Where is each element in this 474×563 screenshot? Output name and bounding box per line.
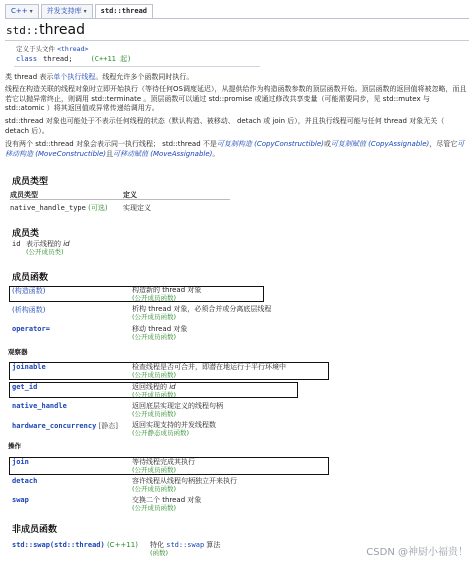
kind-label: (公开成员函数)	[132, 466, 177, 474]
id-class-desc	[26, 240, 70, 256]
desc-text: 返回线程的	[132, 383, 167, 391]
thread-of-execution-link[interactable]: 单个执行线程	[53, 73, 96, 81]
desc-text: 算法	[204, 541, 221, 549]
constructor-link[interactable]: (构造函数)	[12, 287, 46, 295]
declaration-divider	[14, 66, 260, 67]
highlight-box	[9, 457, 329, 475]
header-link[interactable]: <thread>	[57, 45, 89, 53]
chevron-down-icon: ▾	[29, 8, 33, 15]
highlight-box	[9, 382, 298, 398]
since-badge: (C++11 起)	[90, 55, 132, 63]
list-item	[8, 421, 468, 435]
desc-text: 容许线程从线程句柄独立开来执行	[132, 477, 237, 485]
highlight-box	[9, 286, 264, 302]
list-item	[8, 305, 468, 319]
desc-text: id	[169, 383, 176, 391]
table-row	[10, 203, 230, 213]
class-name: thread;	[43, 55, 73, 63]
list-item	[8, 496, 468, 510]
desc-text: 析构 thread 对象，必须合并或分离底层线程	[132, 305, 272, 313]
member-functions-heading: 成员函数	[12, 273, 49, 283]
std-swap-name	[12, 541, 138, 549]
title-name: thread	[39, 22, 86, 38]
operations-heading: 操作	[8, 442, 21, 450]
detach-desc	[132, 477, 237, 493]
title-namespace: std::	[6, 24, 40, 37]
col-definition: 定义	[123, 191, 137, 199]
since-badge: (C++11)	[106, 541, 138, 549]
hardware-concurrency-name	[12, 421, 118, 431]
desc-text: 检查线程是否可合并，即潜在地运行于平行环境中	[132, 363, 286, 371]
operator-assign-link[interactable]: operator=	[12, 325, 50, 333]
kind-label: (公开成员函数)	[132, 504, 177, 512]
highlight-box	[9, 362, 329, 380]
std-swap-algo-link[interactable]: std::swap	[166, 541, 205, 549]
intro-text: 。线程允许多个函数同时执行。	[95, 73, 194, 81]
destructor-link[interactable]: (析构函数)	[12, 306, 46, 314]
swap-desc	[132, 496, 201, 512]
header-line	[16, 44, 456, 53]
list-item	[8, 240, 468, 254]
desc-text: 表示线程的	[26, 240, 61, 248]
member-classes-heading: 成员类	[12, 229, 40, 239]
breadcrumb-item-concurrency[interactable]	[41, 4, 93, 18]
desc-text: 移动 thread 对象	[132, 325, 188, 333]
member-types-header	[10, 190, 230, 200]
breadcrumb-item-cpp[interactable]	[5, 4, 39, 18]
intro-paragraph-4	[5, 140, 469, 159]
copyconstructible-link[interactable]: 可复制构造 (CopyConstructible)	[216, 140, 324, 148]
title-divider	[5, 40, 469, 41]
get-id-link[interactable]: get_id	[12, 383, 38, 391]
kind-label: (公开成员函数)	[132, 371, 177, 379]
moveconstructible-link[interactable]: 可移动构造 (MoveConstructible)	[5, 140, 465, 158]
desc-text: 返回实现支持的并发线程数	[132, 421, 216, 429]
static-tag: [静态]	[98, 422, 118, 430]
kind-label: (函数)	[150, 549, 169, 557]
non-member-heading: 非成员函数	[12, 525, 58, 535]
member-types-heading: 成员类型	[12, 177, 49, 187]
desc-text: 等待线程完成其执行	[132, 458, 195, 466]
std-swap-desc	[150, 541, 220, 557]
swap-link[interactable]: swap	[12, 496, 29, 504]
declaration-block	[16, 44, 456, 64]
breadcrumb-item-thread	[95, 4, 153, 18]
type-definition: 实现定义	[123, 204, 151, 212]
desc-text: 构造新的 thread 对象	[132, 286, 202, 294]
class-keyword: class	[16, 55, 38, 63]
type-name: native_handle_type	[10, 204, 86, 212]
list-item	[8, 325, 468, 339]
intro-paragraph-3: std::thread 对象也可能处于不表示任何线程的状态（默认构造、被移动、 detach 或 join 后），并且执行线程可能与任何 thread 对象无关（ detach 后）。	[5, 117, 445, 135]
breadcrumb-label: std::thread	[100, 7, 148, 15]
kind-label: (公开成员类)	[26, 248, 64, 256]
list-item	[8, 477, 468, 491]
intro-text: 且	[106, 149, 114, 158]
chevron-down-icon: ▾	[83, 8, 87, 15]
intro-text: ，尽管它	[429, 140, 458, 148]
kind-label: (公开静态成员函数)	[132, 429, 190, 437]
kind-label: (公开成员函数)	[132, 333, 177, 341]
intro-text: 类 thread 表示	[5, 73, 54, 81]
hardware-concurrency-desc	[132, 421, 216, 437]
detach-link[interactable]: detach	[12, 477, 38, 485]
list-item	[8, 402, 468, 416]
copyassignable-link[interactable]: 可复制赋值 (CopyAssignable)	[330, 140, 430, 148]
kind-label: (公开成员函数)	[132, 410, 177, 418]
optional-badge: (可选)	[88, 204, 108, 212]
kind-label: (公开成员函数)	[132, 485, 177, 493]
page-title	[6, 22, 85, 38]
intro-text: 没有两个 std::thread 对象会表示同一执行线程； std::thread 不是	[5, 140, 217, 148]
desc-text: id	[63, 240, 70, 248]
destructor-desc	[132, 305, 271, 321]
desc-text: 返回底层实现定义的线程句柄	[132, 402, 223, 410]
header-prefix: 定义于头文件	[16, 45, 58, 53]
joinable-link[interactable]: joinable	[12, 363, 46, 371]
breadcrumb	[5, 3, 469, 19]
declaration-line	[16, 54, 456, 64]
kind-label: (公开成员函数)	[132, 391, 177, 399]
native-handle-link[interactable]: native_handle	[12, 402, 67, 410]
std-swap-link[interactable]: std::swap(std::thread)	[12, 541, 105, 549]
moveassignable-link[interactable]: 可移动赋值 (MoveAssignable)	[113, 149, 213, 158]
join-link[interactable]: join	[12, 458, 29, 466]
desc-text: 交换二个 thread 对象	[132, 496, 202, 504]
desc-text: 特化	[150, 541, 167, 549]
intro-paragraph-1	[5, 73, 469, 83]
kind-label: (公开成员函数)	[132, 294, 177, 302]
native-handle-desc	[132, 402, 223, 418]
id-class-link[interactable]: id	[12, 240, 21, 248]
hardware-concurrency-link[interactable]: hardware_concurrency	[12, 422, 97, 430]
watermark: CSDN @神厨小福贵！	[366, 547, 468, 558]
breadcrumb-label[interactable]: C++	[11, 7, 28, 15]
kind-label: (公开成员函数)	[132, 313, 177, 321]
operator-assign-desc	[132, 325, 187, 341]
observers-heading: 观察器	[8, 348, 28, 356]
intro-text: 或	[323, 140, 331, 148]
col-type: 成员类型	[10, 191, 38, 199]
intro-text: 。	[212, 149, 220, 158]
intro-paragraph-2: 线程在构造关联的线程对象时立即开始执行（等待任何OS调度延迟），从提供给作为构造函数参数的顶层函数开始。顶层函数的返回值将被忽略，而且若它以抛异常终止，则调用 std::terminate 。顶层函数可以通过 std::promise 或通过修改共享变量（可能需要同步，见 std::mutex 与 std::atomic ）将其返回值或异常传递给调用方。	[5, 85, 467, 112]
breadcrumb-label[interactable]: 并发支持库	[46, 7, 82, 15]
